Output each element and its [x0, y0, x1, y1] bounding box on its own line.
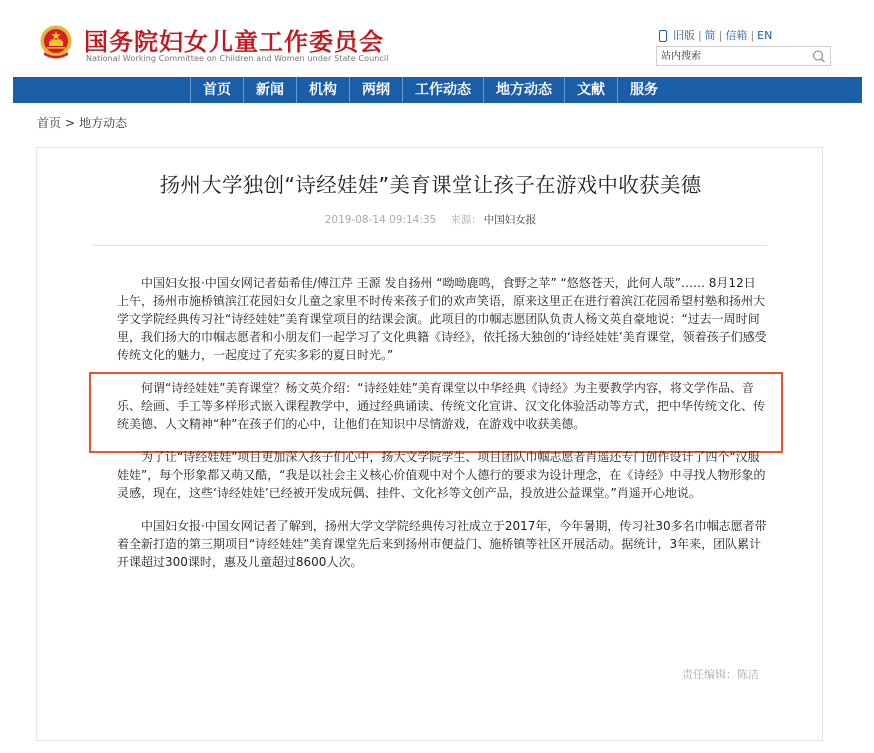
- nav-item-organization[interactable]: 机构: [297, 77, 350, 103]
- nav-item-news[interactable]: 新闻: [244, 77, 297, 103]
- article-paragraph: 为了让“诗经娃娃”项目更加深入孩子们心中，扬大文学院学生、项目团队巾帼志愿者肖遥还专门创作设计了四个“汉服娃娃”，每个形象都又萌又酷，“我是以社会主义核心价值观中对个人德行的要求为设计理念，在《诗经》中寻找人物形象的灵感，现在，这些‘诗经娃娃’已经被开发成玩偶、挂件、文化衫等文创产品，投放进公益课堂。”肖遥开心地说。: [117, 450, 766, 500]
- national-emblem-icon[interactable]: [38, 24, 74, 62]
- breadcrumb-current[interactable]: 地方动态: [79, 116, 128, 130]
- link-separator: |: [718, 29, 723, 42]
- nav-item-home[interactable]: 首页: [190, 77, 244, 103]
- nav-item-services[interactable]: 服务: [630, 82, 658, 98]
- article-source-label: 来源：: [450, 214, 482, 226]
- search-icon[interactable]: [810, 48, 828, 65]
- title-divider: [93, 245, 767, 246]
- article-paragraph: 中国妇女报·中国女网记者茹希佳/傅江芹 王源 发自扬州 “呦呦鹿鸣，食野之苹” “悠悠苍天，此何人哉”…… 8月12日上午，扬州市施桥镇滨江花园妇女儿童之家里不时传来孩子们的欢声笑语，原来这里正在进行着滨江花园希望村塾和扬州大学文学院经典传习社“诗经娃娃”美育课堂项目的结课会演。此项目的巾帼志愿团队负责人杨文英自豪地说：“过去一周时间里，我们扬大的巾帼志愿者和小朋友们一起学习了文化典籍《诗经》，依托扬大独创的‘诗经娃娃’美育课堂，领着孩子们感受传统文化的魅力，一起度过了充实多彩的夏日时光。”: [117, 276, 767, 362]
- article-container: [36, 147, 823, 741]
- article-editor: 责任编辑：陈洁: [682, 668, 759, 681]
- breadcrumb-separator: >: [65, 116, 76, 130]
- article-meta: [37, 212, 824, 227]
- mailbox-link[interactable]: 信箱: [725, 29, 748, 42]
- site-header: [0, 0, 874, 76]
- search-input[interactable]: [657, 47, 809, 65]
- breadcrumb: [37, 114, 127, 131]
- nav-item-documents[interactable]: 文献: [565, 77, 618, 103]
- link-separator: |: [698, 29, 702, 42]
- mobile-phone-icon[interactable]: [659, 30, 667, 42]
- nav-item-outlines[interactable]: 两纲: [350, 77, 403, 103]
- article-source: 中国妇女报: [483, 214, 537, 226]
- main-nav: [13, 77, 862, 103]
- article-body: [117, 274, 767, 571]
- article-paragraph: 中国妇女报·中国女网记者了解到，扬州大学文学院经典传习社成立于2017年，今年暑期，传习社30多名巾帼志愿者带着全新打造的第三期项目“诗经娃娃”美育课堂先后来到扬州市便益门、施桥镇等社区开展活动。据统计，3年来，团队累计开课超过300课时，惠及儿童超过8600人次。: [117, 519, 767, 569]
- link-separator: |: [750, 29, 755, 42]
- english-link[interactable]: EN: [757, 29, 773, 42]
- simplified-link[interactable]: 简: [704, 29, 716, 42]
- nav-item-work-updates[interactable]: 工作动态: [403, 77, 484, 103]
- article-paragraph-highlighted: 何谓“诗经娃娃”美育课堂？杨文英介绍：“诗经娃娃”美育课堂以中华经典《诗经》为主要教学内容，将文学作品、音乐、绘画、手工等多样形式嵌入课程教学中，通过经典诵读、传统文化宣讲、汉文化体验活动等方式，把中华传统文化、传统美德、人文精神“种”在孩子们的心中，让他们在知识中尽情游戏，在游戏中收获美德。: [117, 381, 766, 431]
- old-version-link[interactable]: 旧版: [673, 29, 695, 42]
- site-subtitle: National Working Committee on Children and Women under State Council: [86, 54, 389, 63]
- nav-item-local-updates[interactable]: 地方动态: [484, 77, 565, 103]
- article-title: 扬州大学独创“诗经娃娃”美育课堂让孩子在游戏中收获美德: [159, 173, 702, 197]
- site-search: [656, 46, 831, 66]
- breadcrumb-home[interactable]: 首页: [37, 116, 62, 130]
- article-datetime: 2019-08-14 09:14:35: [324, 214, 437, 226]
- top-links: [659, 27, 772, 43]
- site-title[interactable]: 国务院妇女儿童工作委员会: [84, 27, 384, 56]
